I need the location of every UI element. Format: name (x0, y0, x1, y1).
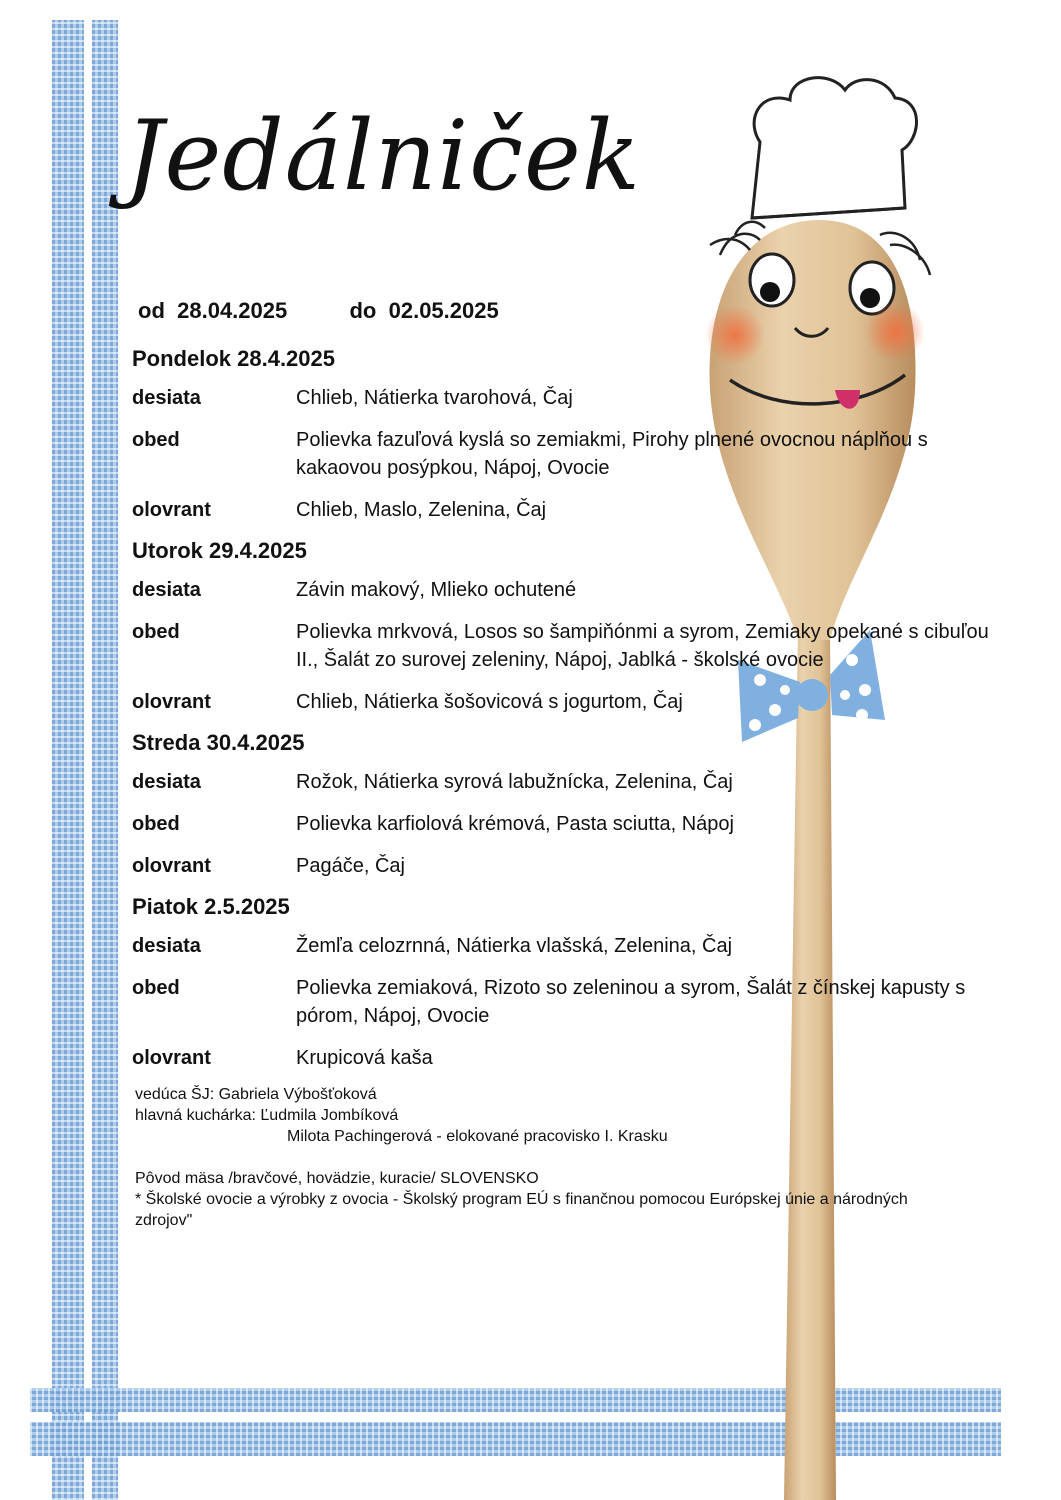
day-title: Piatok 2.5.2025 (132, 894, 290, 919)
tablecloth-stripe-left-inner (92, 20, 118, 1500)
meal-label: olovrant (132, 499, 211, 521)
meal-label: obed (132, 813, 180, 835)
meal-row (132, 496, 1012, 524)
day-title: Utorok 29.4.2025 (132, 538, 307, 563)
manager-line: vedúca ŠJ: Gabriela Výbošťoková (135, 1086, 377, 1103)
page-title: Jedálniček (125, 100, 641, 212)
meal-row (132, 932, 1012, 960)
meal-row (132, 426, 1012, 482)
meal-label: olovrant (132, 691, 211, 713)
meal-text: Polievka mrkvová, Losos so šampiňónmi a syrom, Zemiaky opekané s cibuľou II., Šalát zo surovej zeleniny, Nápoj, Jablká - školské ovocie (296, 621, 989, 671)
meal-label: obed (132, 977, 180, 999)
meal-row (132, 384, 1012, 412)
day-block (132, 538, 1012, 716)
meal-row (132, 576, 1012, 604)
meal-label: desiata (132, 771, 201, 793)
meal-text: Polievka fazuľová kyslá so zemiakmi, Pirohy plnené ovocnou náplňou s kakaovou posýpkou, Nápoj, Ovocie (296, 429, 928, 479)
meal-text: Závin makový, Mlieko ochutené (296, 579, 577, 601)
meal-text: Rožok, Nátierka syrová labužnícka, Zelenina, Čaj (296, 771, 733, 793)
tablecloth-stripe-left (52, 20, 84, 1500)
meal-row (132, 1044, 1012, 1072)
meal-row (132, 810, 1012, 838)
meal-label: desiata (132, 935, 201, 957)
meal-text: Krupicová kaša (296, 1047, 433, 1069)
date-to: 02.05.2025 (388, 298, 499, 323)
date-from-label: od (138, 298, 165, 323)
meal-text: Chlieb, Nátierka šošovicová s jogurtom, Čaj (296, 691, 683, 713)
meal-text: Chlieb, Maslo, Zelenina, Čaj (296, 499, 547, 521)
meal-text: Žemľa celozrnná, Nátierka vlašská, Zelenina, Čaj (296, 935, 733, 957)
chef-hat-icon (752, 78, 917, 218)
date-range (138, 298, 499, 324)
meat-origin-note: Pôvod mäsa /bravčové, hovädzie, kuracie/ SLOVENSKO (135, 1170, 539, 1187)
weekly-menu (132, 346, 1012, 1086)
date-to-label: do (349, 298, 377, 323)
meal-row (132, 688, 1012, 716)
meal-text: Chlieb, Nátierka tvarohová, Čaj (296, 387, 573, 409)
day-title: Pondelok 28.4.2025 (132, 346, 335, 371)
second-cook-line: Milota Pachingerová - elokované pracovisko I. Krasku (287, 1128, 668, 1145)
footer-notes (135, 1084, 935, 1231)
day-title: Streda 30.4.2025 (132, 730, 305, 755)
meal-row (132, 618, 1012, 674)
date-from: 28.04.2025 (177, 298, 288, 323)
meal-label: obed (132, 429, 180, 451)
meal-label: olovrant (132, 1047, 211, 1069)
meal-label: desiata (132, 579, 201, 601)
meal-row (132, 768, 1012, 796)
meal-label: desiata (132, 387, 201, 409)
day-block (132, 894, 1012, 1072)
meal-row (132, 852, 1012, 880)
meal-label: olovrant (132, 855, 211, 877)
day-block (132, 346, 1012, 524)
school-program-note: * Školské ovocie a výrobky z ovocia - Školský program EÚ s finančnou pomocou Európskej únie a národných zdrojov" (135, 1191, 908, 1229)
meal-text: Pagáče, Čaj (296, 855, 405, 877)
day-block (132, 730, 1012, 880)
meal-label: obed (132, 621, 180, 643)
meal-text: Polievka zemiaková, Rizoto so zeleninou a syrom, Šalát z čínskej kapusty s pórom, Nápoj, Ovocie (296, 977, 966, 1027)
head-cook-line: hlavná kuchárka: Ľudmila Jombíková (135, 1107, 399, 1124)
meal-row (132, 974, 1012, 1030)
meal-text: Polievka karfiolová krémová, Pasta sciutta, Nápoj (296, 813, 734, 835)
